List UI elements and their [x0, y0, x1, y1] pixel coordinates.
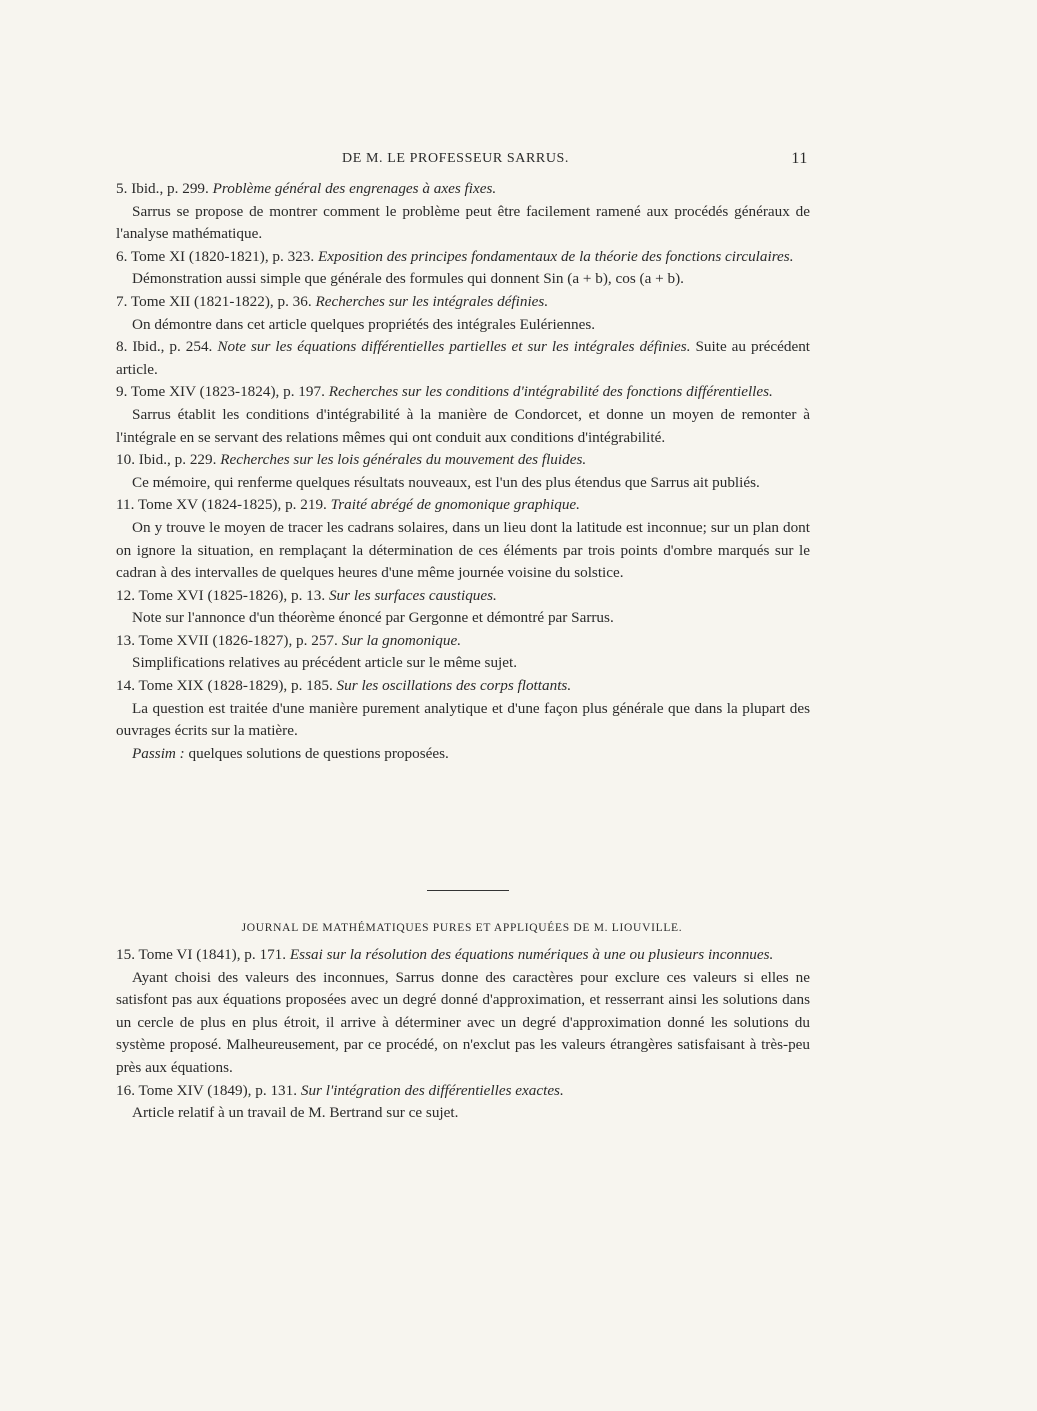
- entry-16-head: 16. Tome XIV (1849), p. 131. Sur l'intégration des différentielles exactes.: [116, 1081, 564, 1099]
- entry-15-desc: Ayant choisi des valeurs des inconnues, Sarrus donne des caractères pour exclure ces valeurs si elles ne satisfont pas aux équations proposées avec un degré donné d'approximation, et resserrant ainsi les solutions dans un cercle de plus en plus étroit, il arrive à déterminer avec un degré d'approximation donné les solutions du système proposé. Malheureusement, par ce procédé, on n'exclut pas les valeurs étrangères satisfaisant à très-peu près aux équations.: [116, 968, 810, 1076]
- entry-9-head: 9. Tome XIV (1823-1824), p. 197. Recherches sur les conditions d'intégrabilité des fonctions différentielles.: [116, 383, 773, 401]
- entry-16-desc: Article relatif à un travail de M. Bertrand sur ce sujet.: [132, 1104, 459, 1122]
- entry-10-head: 10. Ibid., p. 229. Recherches sur les lois générales du mouvement des fluides.: [116, 451, 587, 469]
- entry-14-desc: La question est traitée d'une manière purement analytique et d'une façon plus générale que dans la plupart des ouvrages écrits sur la matière.: [116, 699, 810, 740]
- entry-5-desc: Sarrus se propose de montrer comment le problème peut être facilement ramené aux procédés généraux de l'analyse mathématique.: [116, 202, 810, 243]
- entry-9-desc: Sarrus établit les conditions d'intégrabilité à la manière de Condorcet, et donne un moyen de remonter à l'intégrale en se servant des relations mêmes qui ont conduit aux conditions d'intégrabilité.: [116, 405, 810, 446]
- entry-5-head: 5. Ibid., p. 299. Problème général des engrenages à axes fixes.: [116, 180, 497, 197]
- entry-13-head: 13. Tome XVII (1826-1827), p. 257. Sur la gnomonique.: [116, 631, 461, 649]
- bibliography-list-liouville: [116, 944, 810, 1125]
- entry-6-head: 6. Tome XI (1820-1821), p. 323. Exposition des principes fondamentaux de la théorie des fonctions circulaires.: [116, 247, 794, 265]
- entry-13-desc: Simplifications relatives au précédent article sur le même sujet.: [132, 654, 518, 672]
- entry-12-desc: Note sur l'annonce d'un théorème énoncé par Gergonne et démontré par Sarrus.: [132, 609, 614, 627]
- passim-note: Passim : quelques solutions de questions proposées.: [132, 744, 449, 762]
- entry-6-desc: Démonstration aussi simple que générale des formules qui donnent Sin (a + b), cos (a + b).: [132, 270, 684, 288]
- page-number: 11: [791, 150, 808, 167]
- passim-label: Passim :: [132, 744, 185, 762]
- running-title: DE M. LE PROFESSEUR SARRUS.: [342, 151, 570, 166]
- bibliography-list: [116, 178, 810, 765]
- entry-10-desc: Ce mémoire, qui renferme quelques résultats nouveaux, est l'un des plus étendus que Sarrus ait publiés.: [132, 473, 760, 491]
- entry-15-head: 15. Tome VI (1841), p. 171. Essai sur la résolution des équations numériques à une ou plusieurs inconnues.: [116, 946, 774, 963]
- entry-7-head: 7. Tome XII (1821-1822), p. 36. Recherches sur les intégrales définies.: [116, 292, 549, 310]
- entry-8-head: 8. Ibid., p. 254. Note sur les équations différentielles partielles et sur les intégrales définies. Suite au précédent article.: [116, 338, 811, 378]
- section-divider: [427, 890, 509, 891]
- entry-7-desc: On démontre dans cet article quelques propriétés des intégrales Eulériennes.: [132, 315, 596, 333]
- entry-14-head: 14. Tome XIX (1828-1829), p. 185. Sur les oscillations des corps flottants.: [116, 677, 572, 695]
- entry-12-head: 12. Tome XVI (1825-1826), p. 13. Sur les surfaces caustiques.: [116, 586, 497, 604]
- section-heading: JOURNAL DE MATHÉMATIQUES PURES ET APPLIQUÉES DE M. LIOUVILLE.: [241, 922, 683, 934]
- entry-11-desc: On y trouve le moyen de tracer les cadrans solaires, dans un lieu dont la latitude est inconnue; sur un plan dont on ignore la situation, en remplaçant la détermination de ces éléments par trois points d'ombre marqués sur le cadran à des intervalles de quelques heures d'une même journée voisine du solstice.: [116, 518, 810, 582]
- entry-11-head: 11. Tome XV (1824-1825), p. 219. Traité abrégé de gnomonique graphique.: [116, 496, 580, 514]
